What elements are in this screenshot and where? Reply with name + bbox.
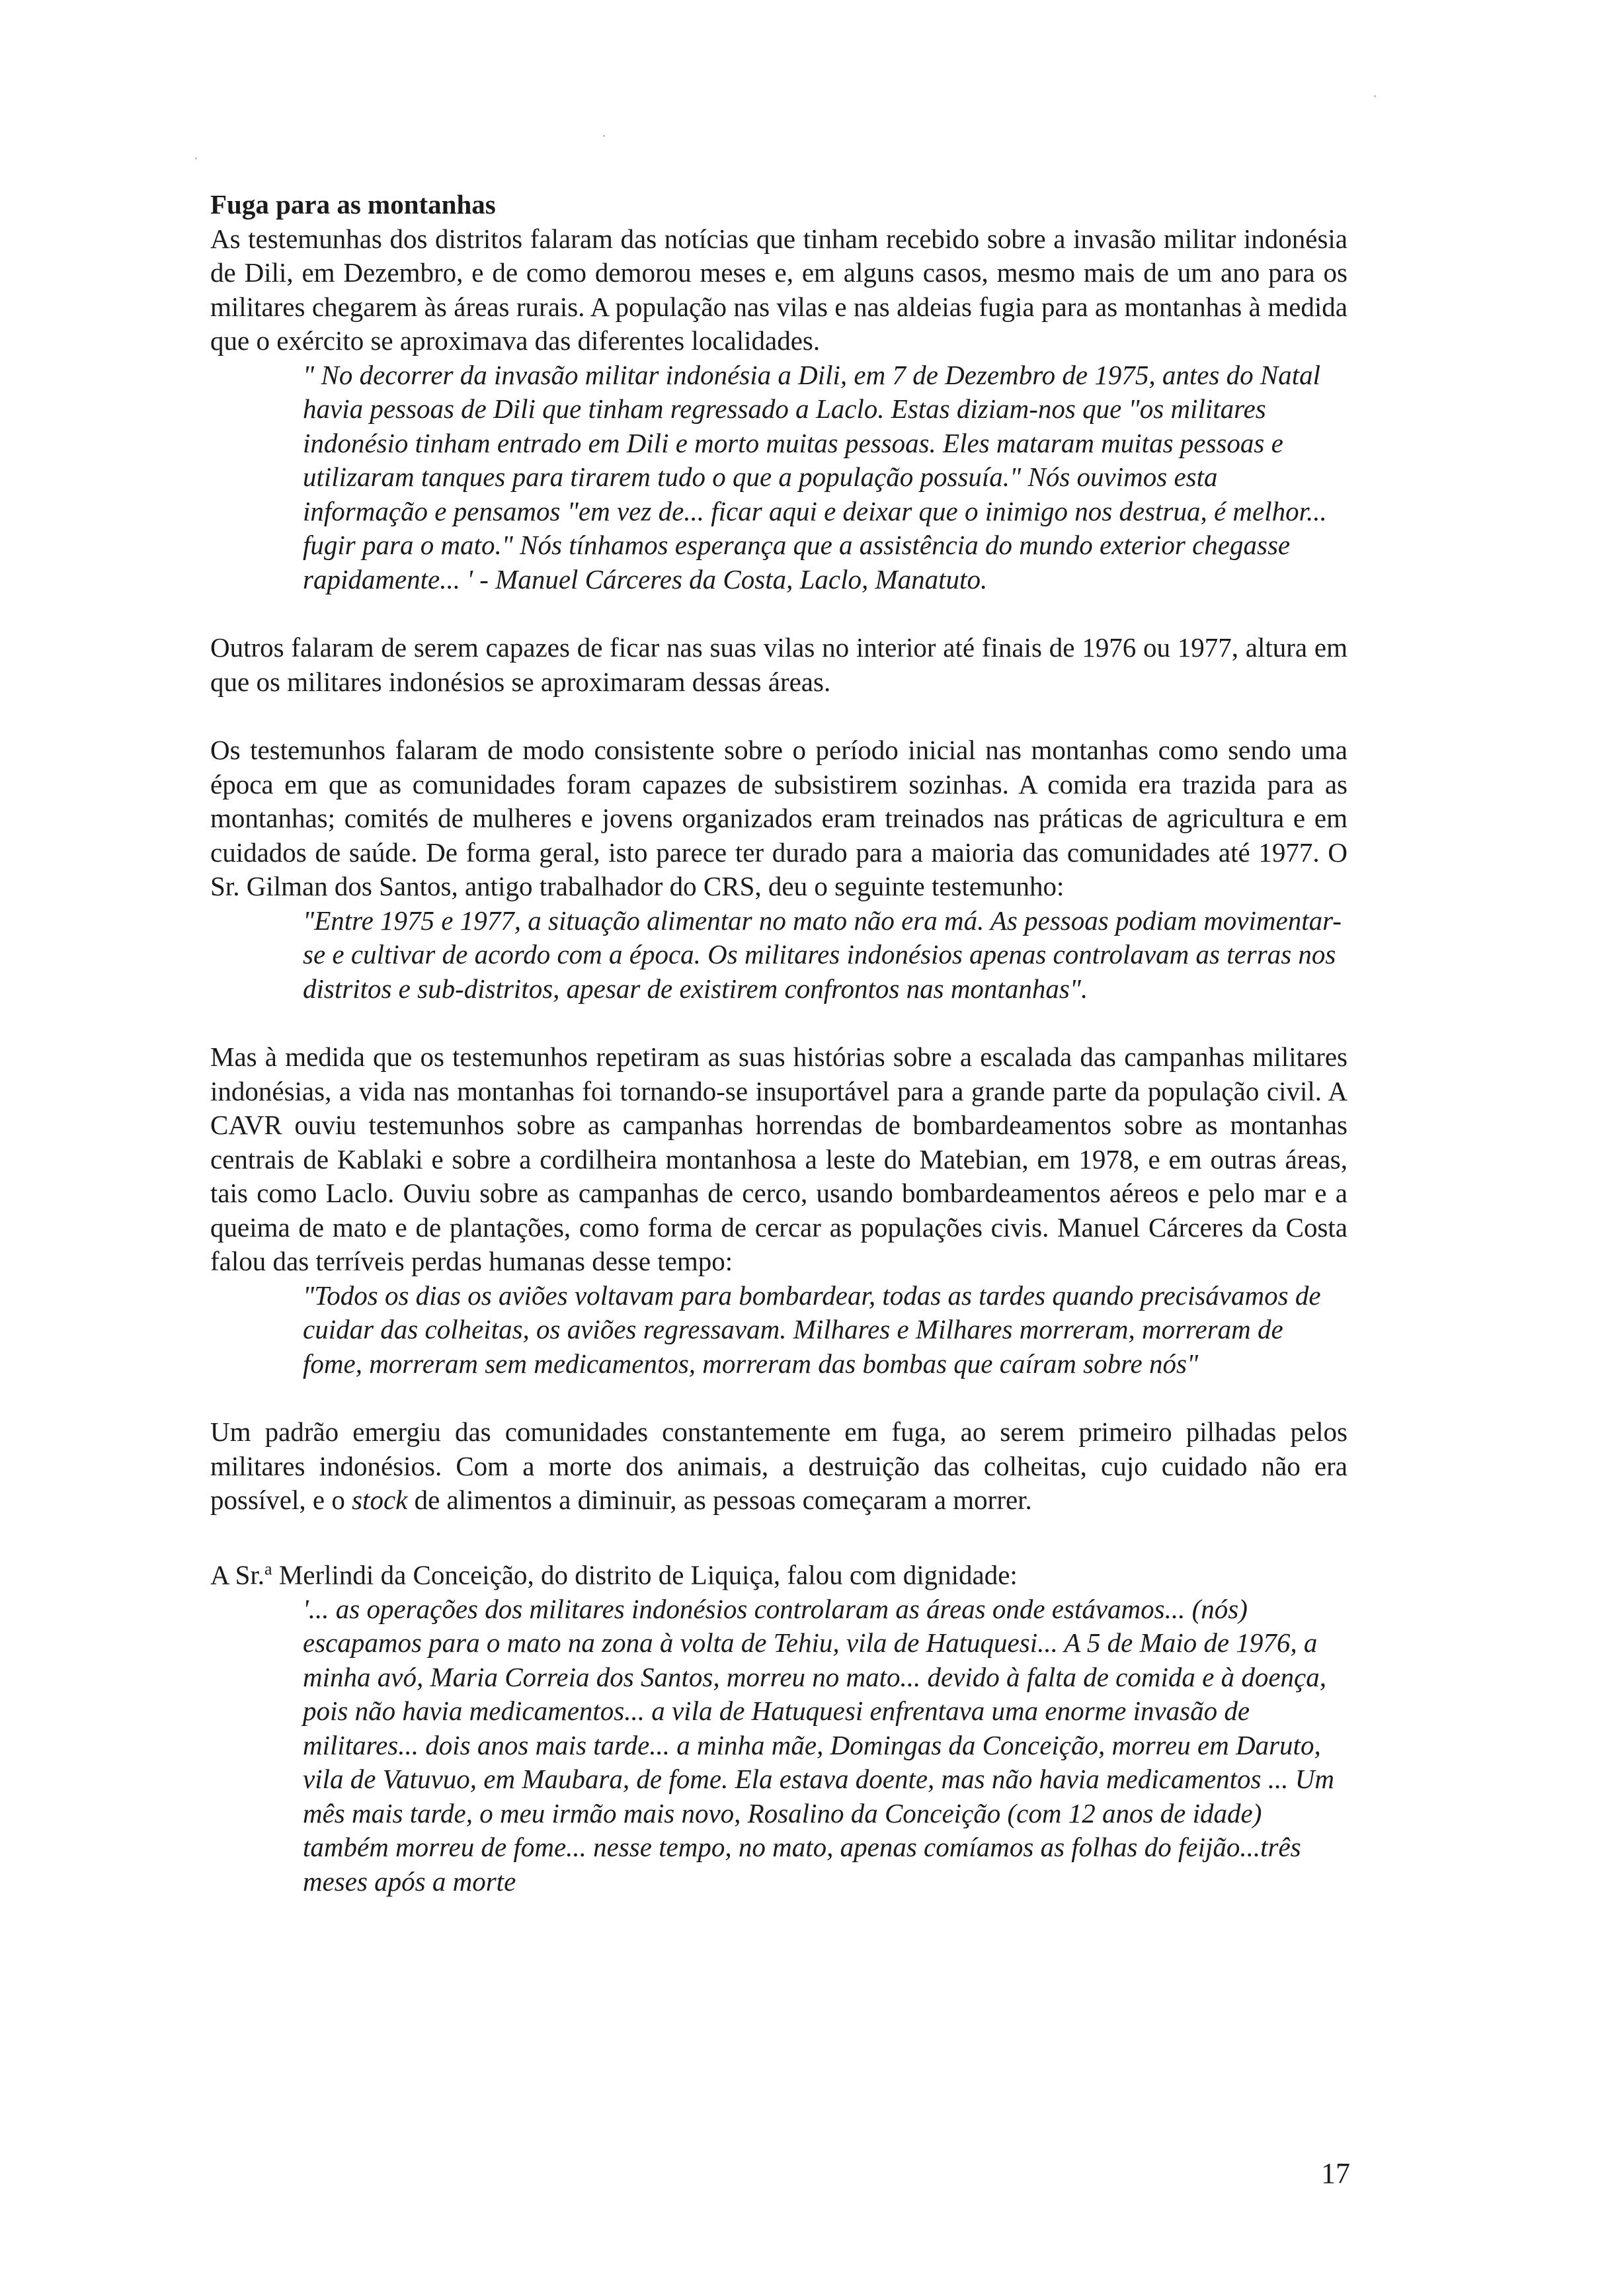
block-quote: '... as operações dos militares indonésios controlaram as áreas onde estávamos... (nós) escapamos para o mato na zona à volta de Tehiu, vila de Hatuquesi... A 5 de Maio de 1976, a minha avó, Maria Correia dos Santos, morreu no mato... devido à falta de comida e à doença, pois não havia medicamentos... a vila de Hatuquesi enfrentava uma enorme invasão de militares... dois anos mais tarde... a minha mãe, Domingas da Conceição, morreu em Daruto, vila de Vatuvuo, em Maubara, de fome. Ela estava doente, mas não havia medicamentos ... Um mês mais tarde, o meu irmão mais novo, Rosalino da Conceição (com 12 anos de idade) também morreu de fome... nesse tempo, no mato, apenas comíamos as folhas do feijão...três meses após a morte	[303, 1593, 1334, 1897]
scan-speck	[603, 135, 605, 137]
italic-term: stock	[352, 1485, 408, 1515]
paragraph-spacer	[210, 1518, 1347, 1552]
section-heading: Fuga para as montanhas	[210, 189, 496, 220]
paragraph-text: Merlindi da Conceição, do distrito de Liquiça, falou com dignidade:	[272, 1559, 1018, 1590]
paragraph: Mas à medida que os testemunhos repetiram as suas histórias sobre a escalada das campanhas militares indonésias, a vida nas montanhas foi tornando-se insuportável para a grande parte da população civil. A CAVR ouviu testemunhos sobre as campanhas horrendas de bombardeamentos sobre as montanhas centrais de Kablaki e sobre a cordilheira montanhosa a leste do Matebian, em 1978, e em outras áreas, tais como Laclo. Ouviu sobre as campanhas de cerco, usando bombardeamentos aéreos e pelo mar e a queima de mato e de plantações, como forma de cercar as populações civis. Manuel Cárceres da Costa falou das terríveis perdas humanas desse tempo:	[210, 1042, 1347, 1276]
paragraph-spacer	[210, 596, 1347, 631]
paragraph: As testemunhas dos distritos falaram das notícias que tinham recebido sobre a invasão militar indonésia de Dili, em Dezembro, e de como demorou meses e, em alguns casos, mesmo mais de um ano para os militares chegarem às áreas rurais. A população nas vilas e nas aldeias fugia para as montanhas à medida que o exército se aproximava das diferentes localidades.	[210, 223, 1347, 356]
body-text	[210, 188, 1347, 1899]
block-quote: "Todos os dias os aviões voltavam para bombardear, todas as tardes quando precisávamos de cuidar das colheitas, os aviões regressavam. Milhares e Milhares morreram, morreram de fome, morreram sem medicamentos, morreram das bombas que caíram sobre nós"	[303, 1280, 1321, 1379]
paragraph: Os testemunhos falaram de modo consistente sobre o período inicial nas montanhas como sendo uma época em que as comunidades foram capazes de subsistirem sozinhas. A comida era trazida para as montanhas; comités de mulheres e jovens organizados eram treinados nas práticas de agricultura e em cuidados de saúde. De forma geral, isto parece ter durado para a maioria das comunidades até 1977. O Sr. Gilman dos Santos, antigo trabalhador do CRS, deu o seguinte testemunho:	[210, 735, 1347, 901]
block-quote: "Entre 1975 e 1977, a situação alimentar no mato não era má. As pessoas podiam movimentar-se e cultivar de acordo com a época. Os militares indonésios apenas controlavam as terras nos distritos e sub-distritos, apesar de existirem confrontos nas montanhas".	[303, 905, 1342, 1004]
scan-speck	[1374, 95, 1376, 97]
paragraph-text: A Sr.	[210, 1559, 265, 1590]
scan-speck	[195, 157, 197, 159]
paragraph: Outros falaram de serem capazes de ficar nas suas vilas no interior até finais de 1976 ou 1977, altura em que os militares indonésios se aproximaram dessas áreas.	[210, 632, 1347, 697]
paragraph-text: Um padrão emergiu das comunidades constantemente em fuga, ao serem primeiro pilhadas pelos militares indonésios. Com a morte dos animais, a destruição das colheitas, cujo cuidado não era possível, e o	[210, 1416, 1347, 1515]
paragraph	[210, 1415, 1347, 1518]
paragraph	[210, 1552, 1347, 1592]
page-number: 17	[1321, 2157, 1350, 2190]
block-quote: " No decorrer da invasão militar indonésia a Dili, em 7 de Dezembro de 1975, antes do Natal havia pessoas de Dili que tinham regressado a Laclo. Estas diziam-nos que "os militares indonésio tinham entrado em Dili e morto muitas pessoas. Eles mataram muitas pessoas e utilizaram tanques para tirarem tudo o que a população possuía." Nós ouvimos esta informação e pensamos "em vez de... ficar aqui e deixar que o inimigo nos destrua, é melhor... fugir para o mato." Nós tínhamos esperança que a assistência do mundo exterior chegasse rapidamente... ' - Manuel Cárceres da Costa, Laclo, Manatuto.	[303, 359, 1327, 594]
paragraph-spacer	[210, 1006, 1347, 1040]
superscript: a	[264, 1559, 272, 1578]
paragraph-spacer	[210, 1381, 1347, 1415]
paragraph-text: de alimentos a diminuir, as pessoas começaram a morrer.	[407, 1485, 1032, 1515]
paragraph-spacer	[210, 699, 1347, 733]
